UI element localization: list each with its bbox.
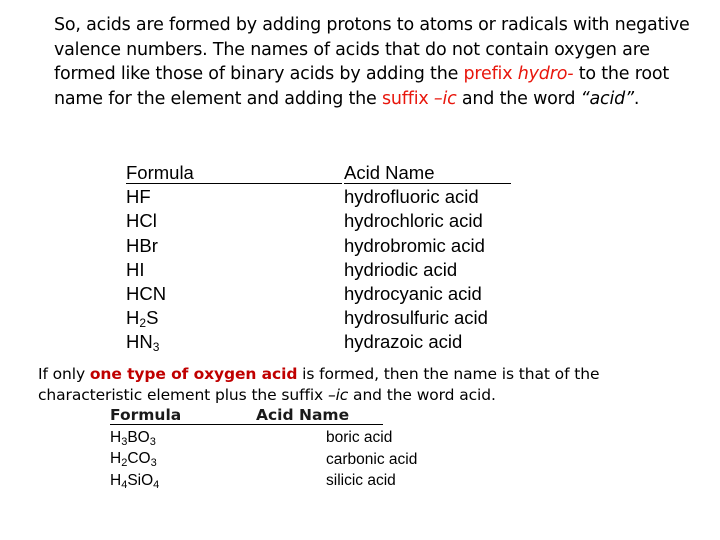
formula-subscript: 3 (150, 457, 157, 469)
para2-highlight: one type of oxygen acid (89, 365, 298, 383)
table1-formula-cell (126, 306, 342, 330)
table2-name-column (326, 427, 417, 492)
table1-name-cell: hydrofluoric acid (344, 186, 479, 208)
table1-formula-column (126, 161, 342, 355)
prefix-label: prefix (463, 64, 518, 85)
table2-name-cell: silicic acid (326, 472, 396, 489)
table1-name-cell: hydrazoic acid (344, 331, 463, 353)
table1-name-cell: hydriodic acid (344, 258, 458, 280)
formula-subscript: 4 (121, 478, 128, 491)
table2-formula-cell (110, 448, 256, 470)
formula-subscript: 2 (121, 457, 128, 469)
formula-part: S (146, 307, 159, 329)
table1-formula-cell: HI (126, 258, 145, 280)
formula-part: HN (126, 331, 153, 353)
table2-formula-cell (110, 427, 256, 449)
table1-formula-cell: HCl (126, 210, 157, 232)
formula-subscript: 3 (149, 435, 156, 448)
formula-part: BO (127, 428, 150, 446)
table1-name-cell: hydrocyanic acid (344, 283, 482, 305)
formula-part: H (110, 471, 122, 489)
formula-part: SiO (127, 471, 154, 489)
table2-formula-column (110, 405, 256, 491)
table1-name-cell: hydrochloric acid (344, 210, 483, 232)
table1-name-header: Acid Name (344, 163, 511, 184)
formula-subscript: 3 (121, 435, 128, 448)
table2-formula-header: Formula (110, 406, 256, 425)
intro-text-3: and the word (456, 88, 581, 109)
acid-word: “acid” (580, 88, 634, 109)
intro-paragraph (54, 13, 694, 111)
suffix-label: suffix (381, 88, 434, 109)
table2-name-cell: carbonic acid (326, 450, 418, 468)
table1-name-cell: hydrosulfuric acid (344, 307, 488, 329)
para2-suffix: –ic (327, 386, 349, 404)
formula-subscript: 3 (152, 340, 160, 355)
table1-name-column (344, 161, 511, 355)
para2-text-1: If only (38, 365, 90, 383)
table2-name-header: Acid Name (256, 406, 383, 425)
formula-part: CO (127, 450, 151, 467)
table2-formula-cell (110, 470, 256, 492)
intro-text-2: to the root name for the element and adding the (54, 64, 669, 109)
intro-text-4: . (633, 88, 640, 109)
formula-part: H (126, 307, 140, 329)
table1-formula-cell (126, 330, 342, 354)
table1-formula-header: Formula (126, 163, 342, 184)
table2-name-cell: boric acid (326, 429, 393, 446)
formula-subscript: 4 (153, 478, 160, 491)
table2-name-header-wrap (256, 405, 383, 427)
prefix-word: hydro- (517, 64, 574, 85)
formula-part: H (110, 428, 122, 446)
oxygen-acid-paragraph (38, 364, 698, 406)
intro-text-1: So, acids are formed by adding protons to atoms or radicals with negative valence numbers. The names of acids that do not contain oxygen are formed like those of binary acids by adding the (54, 15, 690, 85)
formula-part: H (110, 450, 122, 467)
suffix-word: –ic (433, 88, 457, 109)
formula-subscript: 2 (139, 316, 147, 331)
para2-text-2: is formed, then the name is that of the characteristic element plus the suffix (38, 365, 600, 404)
table1-formula-cell: HBr (126, 234, 158, 256)
table1-name-cell: hydrobromic acid (344, 234, 485, 256)
table1-formula-cell: HCN (126, 283, 167, 305)
table1-formula-cell: HF (126, 186, 151, 208)
para2-text-3: and the word acid. (348, 386, 496, 404)
